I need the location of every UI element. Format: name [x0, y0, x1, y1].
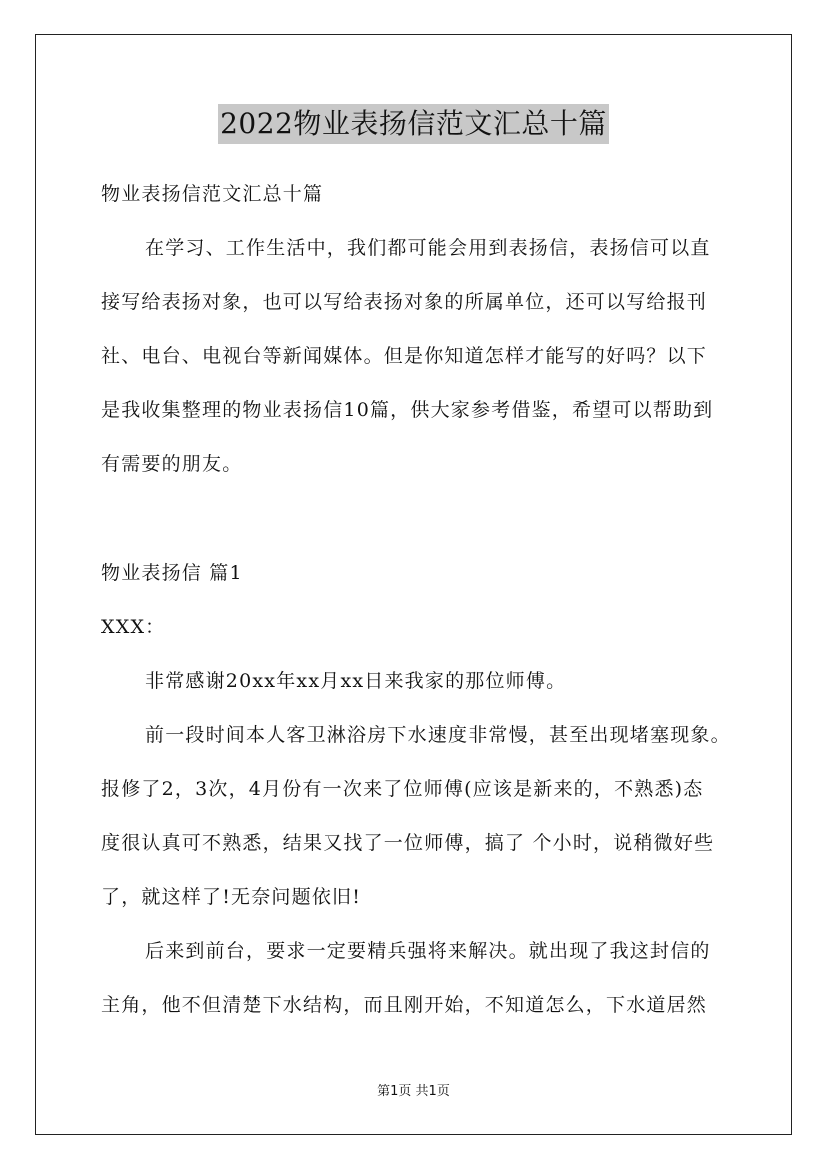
paragraph-line: 度很认真可不熟悉，结果又找了一位师傅，搞了 个小时，说稍微好些: [101, 832, 715, 854]
paragraph-line: 在学习、工作生活中，我们都可能会用到表扬信，表扬信可以直: [145, 237, 711, 259]
intro-heading: 物业表扬信范文汇总十篇: [101, 183, 324, 205]
title-container: [0, 104, 827, 144]
paragraph-line: 非常感谢20xx年xx月xx日来我家的那位师傅。: [145, 670, 567, 692]
salutation: XXX：: [101, 616, 166, 638]
page-footer: 第1页 共1页: [377, 1084, 450, 1099]
section-heading: 物业表扬信 篇1: [101, 562, 243, 584]
paragraph-line: 后来到前台，要求一定要精兵强将来解决。就出现了我这封信的: [145, 940, 711, 962]
paragraph-line: 接写给表扬对象，也可以写给表扬对象的所属单位，还可以写给报刊: [101, 291, 708, 313]
paragraph-line: 主角，他不但清楚下水结构，而且刚开始，不知道怎么，下水道居然: [101, 994, 708, 1016]
paragraph-line: 社、电台、电视台等新闻媒体。但是你知道怎样才能写的好吗？以下: [101, 345, 708, 367]
paragraph-line: 有需要的朋友。: [101, 453, 243, 475]
paragraph-line: 是我收集整理的物业表扬信10篇，供大家参考借鉴，希望可以帮助到: [101, 399, 714, 421]
paragraph-line: 前一段时间本人客卫淋浴房下水速度非常慢，甚至出现堵塞现象。: [145, 724, 731, 746]
paragraph-line: 了，就这样了!无奈问题依旧!: [101, 886, 362, 908]
document-title: 2022物业表扬信范文汇总十篇: [218, 104, 609, 144]
paragraph-line: 报修了2，3次，4月份有一次来了位师傅(应该是新来的，不熟悉)态: [101, 778, 704, 800]
